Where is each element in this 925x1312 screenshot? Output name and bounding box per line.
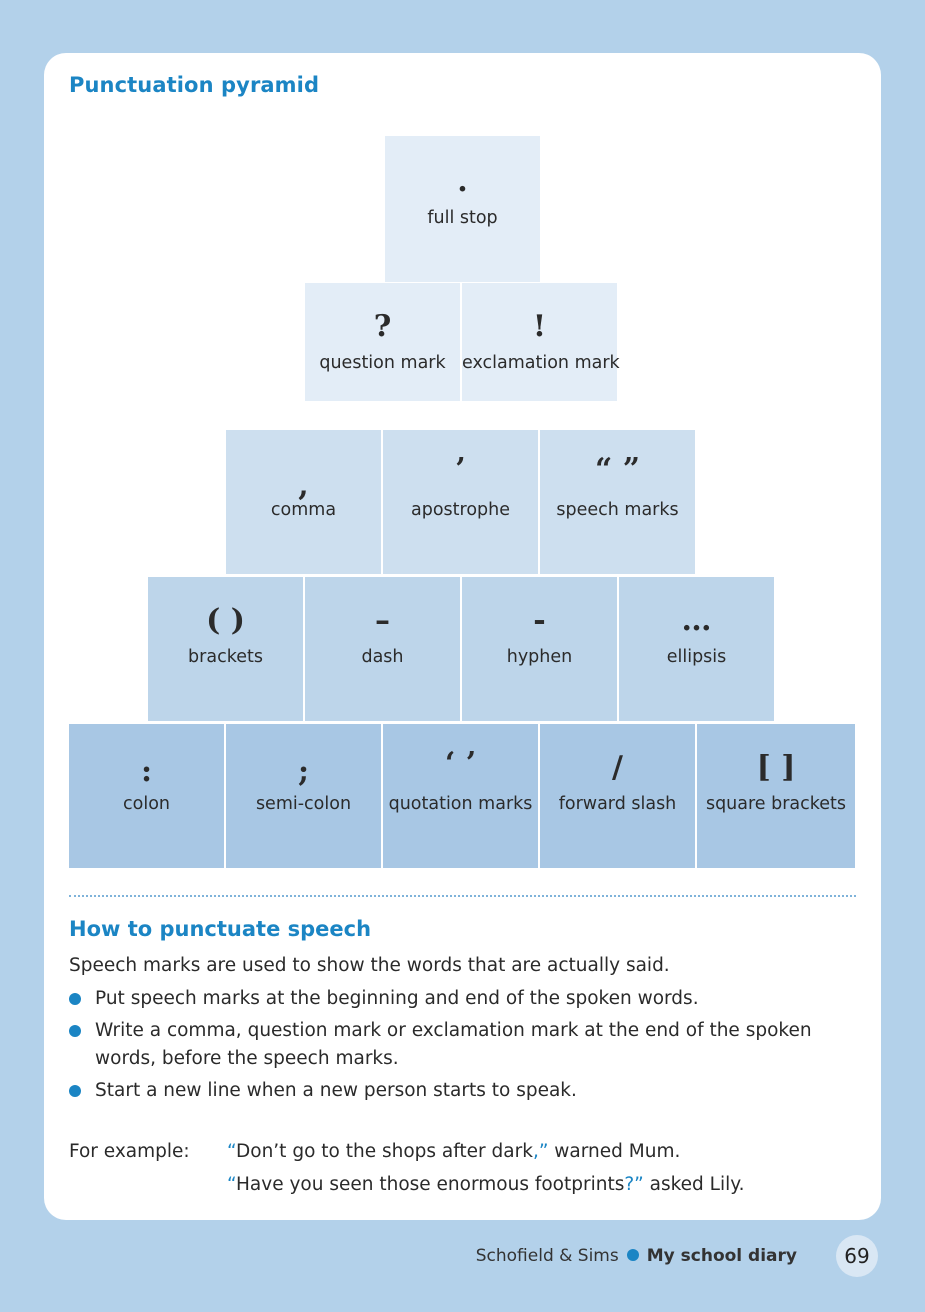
pyramid-cell-comma bbox=[226, 430, 381, 574]
bullet-icon bbox=[69, 1085, 81, 1097]
symbol-label: brackets bbox=[188, 647, 263, 667]
pyramid-cell-hyphen bbox=[462, 577, 617, 721]
symbol-label: apostrophe bbox=[410, 500, 510, 520]
pyramid-cell-forward-slash bbox=[540, 724, 695, 868]
pyramid-cell-quotation-marks bbox=[383, 724, 538, 868]
pyramid-cell-colon bbox=[69, 724, 224, 868]
symbol: … bbox=[681, 603, 712, 638]
symbol-label: hyphen bbox=[506, 647, 573, 667]
spoken-words: Don’t go to the shops after dark bbox=[236, 1141, 533, 1162]
symbol: ; bbox=[297, 754, 310, 789]
symbol: : bbox=[140, 754, 153, 789]
publisher-name: Schofield & Sims bbox=[475, 1246, 619, 1266]
symbol-label: semi-colon bbox=[255, 794, 352, 814]
symbol: . bbox=[457, 164, 468, 199]
symbol-label: full stop bbox=[427, 208, 498, 228]
spoken-words: Have you seen those enormous footprints bbox=[236, 1174, 625, 1195]
page-title: Punctuation pyramid bbox=[69, 73, 320, 97]
symbol: “ ” bbox=[595, 452, 640, 487]
bullet-icon bbox=[627, 1249, 639, 1261]
book-title: My school diary bbox=[646, 1246, 797, 1266]
bullet-icon bbox=[69, 1025, 81, 1037]
symbol-label: forward slash bbox=[558, 794, 677, 814]
pyramid-cell-square-brackets bbox=[697, 724, 855, 868]
pyramid-cell-speech-marks bbox=[540, 430, 695, 574]
section-heading: How to punctuate speech bbox=[69, 917, 372, 941]
speaker-tag: warned Mum. bbox=[548, 1141, 681, 1162]
pyramid-cell-question-mark bbox=[305, 283, 460, 401]
example-sentence bbox=[227, 1174, 744, 1195]
symbol: ? bbox=[373, 309, 392, 344]
list-item-text: Start a new line when a new person starts to speak. bbox=[95, 1080, 577, 1101]
section-divider bbox=[69, 895, 856, 897]
pyramid-cell-dash bbox=[305, 577, 460, 721]
pyramid-cell-apostrophe bbox=[383, 430, 538, 574]
symbol: ! bbox=[532, 309, 547, 344]
symbol: ( ) bbox=[206, 603, 245, 638]
bullet-icon bbox=[69, 993, 81, 1005]
section-intro: Speech marks are used to show the words that are actually said. bbox=[69, 955, 670, 976]
list-item-text: Write a comma, question mark or exclamation mark at the end of the spoken words, before the speech marks. bbox=[95, 1020, 812, 1069]
speaker-tag: asked Lily. bbox=[643, 1174, 745, 1195]
list-item bbox=[69, 985, 859, 1013]
symbol-label: exclamation mark bbox=[462, 353, 620, 373]
rules-list bbox=[69, 985, 859, 1109]
example-label: For example: bbox=[69, 1141, 190, 1162]
symbol-label: ellipsis bbox=[666, 647, 727, 667]
list-item bbox=[69, 1017, 859, 1073]
open-quote: “ bbox=[227, 1141, 237, 1162]
symbol: ‘ ’ bbox=[444, 746, 477, 781]
pyramid-cell-semi-colon bbox=[226, 724, 381, 868]
close-punctuation: ?” bbox=[624, 1174, 644, 1195]
symbol-label: colon bbox=[123, 794, 170, 814]
symbol-label: dash bbox=[361, 647, 404, 667]
symbol-label: speech marks bbox=[556, 500, 679, 520]
symbol: ’ bbox=[455, 452, 466, 487]
symbol: , bbox=[298, 468, 309, 503]
punctuation-pyramid bbox=[44, 53, 881, 883]
symbol-label: square brackets bbox=[705, 794, 847, 814]
pyramid-cell-exclamation-mark bbox=[462, 283, 620, 401]
page-card bbox=[44, 53, 881, 1220]
symbol-label: quotation marks bbox=[388, 794, 533, 814]
page-number: 69 bbox=[836, 1235, 878, 1277]
pyramid-cell-full-stop bbox=[385, 136, 540, 282]
pyramid-cell-brackets bbox=[148, 577, 303, 721]
open-quote: “ bbox=[227, 1174, 237, 1195]
close-punctuation: ,” bbox=[532, 1141, 549, 1162]
symbol: [ ] bbox=[756, 750, 796, 785]
symbol-label: question mark bbox=[319, 353, 446, 373]
pyramid-cell-ellipsis bbox=[619, 577, 774, 721]
example-sentence bbox=[227, 1141, 680, 1162]
symbol: - bbox=[533, 603, 546, 638]
symbol-label: comma bbox=[270, 500, 337, 520]
symbol: / bbox=[612, 750, 623, 785]
list-item bbox=[69, 1077, 859, 1105]
page-footer bbox=[476, 1246, 797, 1266]
list-item-text: Put speech marks at the beginning and end of the spoken words. bbox=[95, 988, 699, 1009]
symbol: – bbox=[375, 603, 390, 638]
